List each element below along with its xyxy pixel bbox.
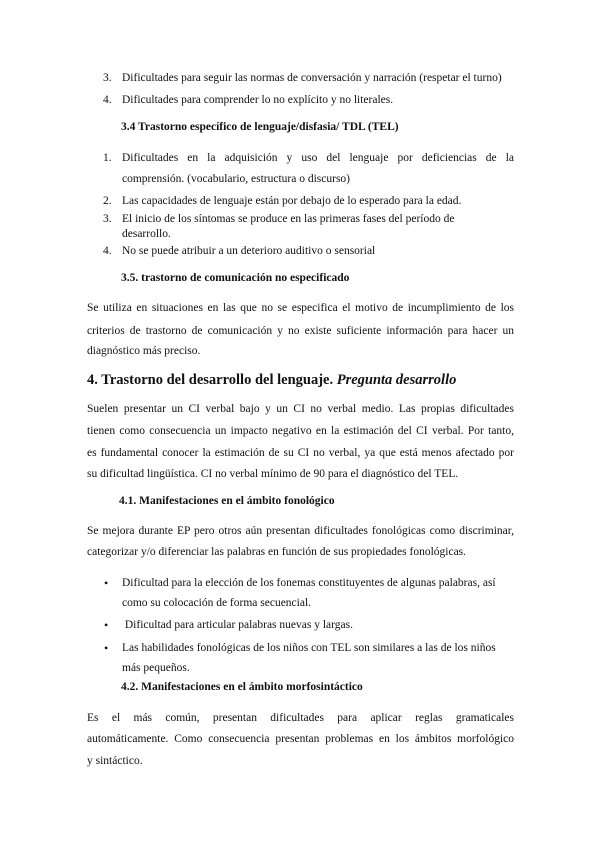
- list-number: 2.: [103, 195, 112, 207]
- paragraph-line: su dificultad lingüística. CI no verbal mínimo de 90 para el diagnóstico del TEL.: [87, 468, 459, 480]
- section-heading-3-5: 3.5. trastorno de comunicación no especificado: [121, 272, 350, 284]
- section-heading-4-title: 4. Trastorno del desarrollo del lenguaje.: [87, 372, 334, 388]
- bullet-text: Dificultad para articular palabras nuevas y largas.: [122, 619, 353, 631]
- paragraph-line: Es el más común, presentan dificultades para aplicar reglas gramaticales: [87, 712, 514, 724]
- paragraph-line: automáticamente. Como consecuencia presentan problemas en los ámbitos morfológico: [87, 733, 514, 745]
- section-heading-4-italic: Pregunta desarrollo: [336, 372, 457, 388]
- paragraph-line: Suelen presentar un CI verbal bajo y un CI no verbal medio. Las propias dificultades: [87, 403, 514, 415]
- section-heading-3-4: 3.4 Trastorno específico de lenguaje/disfasia/ TDL (TEL): [121, 121, 399, 133]
- list-item-text: comprensión. (vocabulario, estructura o discurso): [122, 173, 351, 185]
- list-item-text: Dificultades para comprender lo no explícito y no literales.: [122, 94, 394, 106]
- list-item-text: desarrollo.: [122, 228, 171, 240]
- list-item-text: Las capacidades de lenguaje están por debajo de lo esperado para la edad.: [122, 195, 462, 207]
- bullet-icon: •: [104, 576, 109, 590]
- section-heading-4: [87, 372, 456, 389]
- list-item-text: No se puede atribuir a un deterioro auditivo o sensorial: [122, 245, 376, 257]
- bullet-icon: •: [104, 618, 109, 632]
- list-number: 4.: [103, 245, 112, 257]
- list-item-text: Dificultades para seguir las normas de conversación y narración (respetar el turno): [122, 72, 502, 84]
- list-number: 4.: [103, 94, 112, 106]
- bullet-text: Las habilidades fonológicas de los niños con TEL son similares a las de los niños: [122, 642, 496, 654]
- section-heading-4-2: 4.2. Manifestaciones en el ámbito morfosintáctico: [121, 681, 363, 693]
- list-number: 3.: [103, 213, 112, 225]
- paragraph-line: y sintáctico.: [87, 755, 143, 767]
- list-number: 3.: [103, 72, 112, 84]
- bullet-text: como su colocación de forma secuencial.: [122, 597, 312, 609]
- paragraph-line: criterios de trastorno de comunicación y no existe suficiente información para hacer un: [87, 325, 514, 337]
- paragraph-line: Se mejora durante EP pero otros aún presentan dificultades fonológicas como discriminar,: [87, 525, 514, 537]
- paragraph-line: diagnóstico más preciso.: [87, 345, 201, 357]
- list-item-text: El inicio de los síntomas se produce en las primeras fases del período de: [122, 213, 455, 225]
- paragraph-line: es fundamental conocer la estimación de su CI no verbal, ya que está menos afectado por: [87, 447, 514, 459]
- list-number: 1.: [103, 152, 112, 164]
- bullet-icon: •: [104, 641, 109, 655]
- paragraph-line: Se utiliza en situaciones en las que no se especifica el motivo de incumplimiento de los: [87, 302, 514, 314]
- bullet-text: Dificultad para la elección de los fonemas constituyentes de algunas palabras, así: [122, 577, 496, 589]
- bullet-text: más pequeños.: [122, 662, 190, 674]
- paragraph-line: tienen como consecuencia un impacto negativo en la estimación del CI verbal. Por tanto,: [87, 425, 514, 437]
- list-item-text: Dificultades en la adquisición y uso del lenguaje por deficiencias de la: [122, 152, 514, 164]
- paragraph-line: categorizar y/o diferenciar las palabras en función de sus propiedades fonológicas.: [87, 546, 467, 558]
- section-heading-4-1: 4.1. Manifestaciones en el ámbito fonológico: [119, 495, 335, 507]
